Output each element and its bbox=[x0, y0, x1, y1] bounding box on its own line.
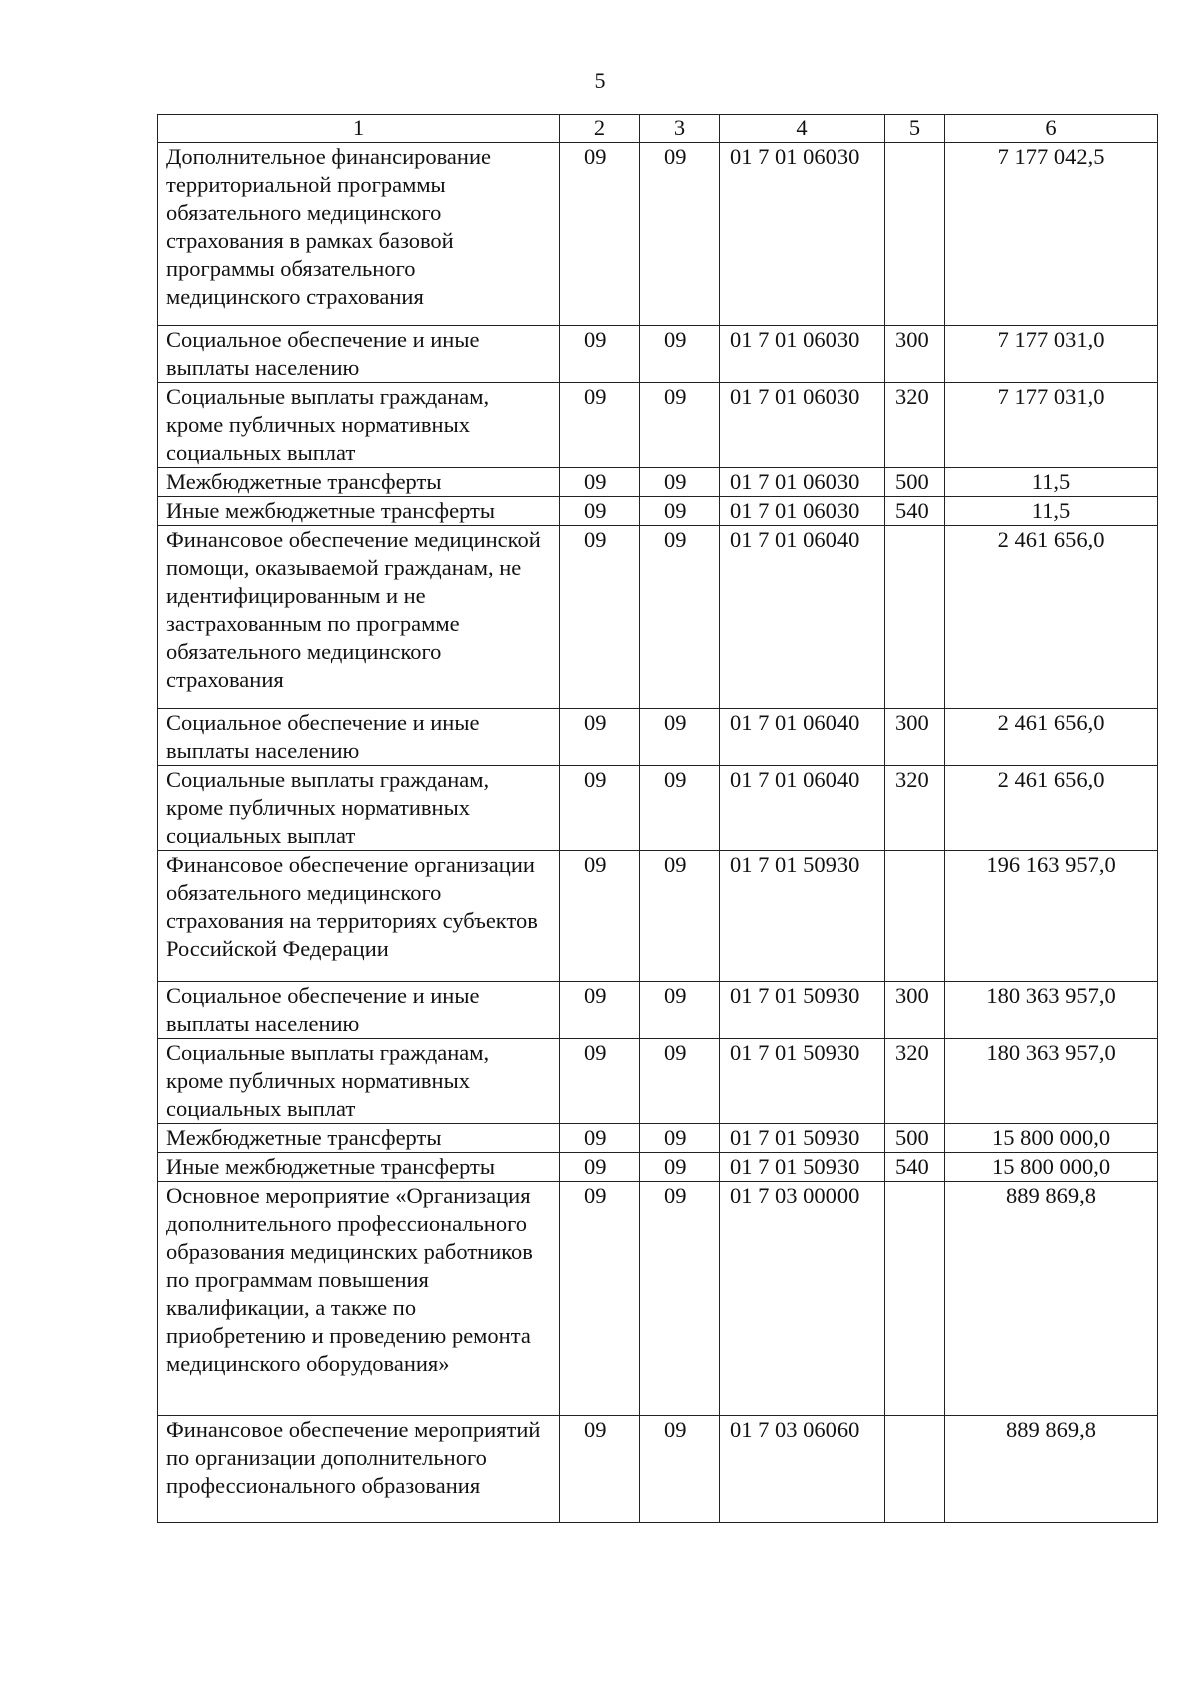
budget-table bbox=[157, 114, 1158, 1523]
target-article-code: 01 7 01 50930 bbox=[720, 1153, 885, 1182]
amount-value: 11,5 bbox=[945, 468, 1158, 497]
section-code: 09 bbox=[560, 982, 640, 1039]
subsection-code: 09 bbox=[640, 497, 720, 526]
subsection-code: 09 bbox=[640, 982, 720, 1039]
target-article-code: 01 7 01 50930 bbox=[720, 1124, 885, 1153]
expenditure-name: Финансовое обеспечение организации обязательного медицинского страхования на территориях субъектов Российской Федерации bbox=[158, 851, 560, 982]
section-code: 09 bbox=[560, 143, 640, 326]
amount-value: 2 461 656,0 bbox=[945, 526, 1158, 709]
expenditure-name: Основное мероприятие «Организация дополнительного профессионального образования медицинских работников по программам повышения квалификации, а также по приобретению и проведению ремонта медицинского оборудования» bbox=[158, 1182, 560, 1416]
expenditure-name: Социальные выплаты гражданам, кроме публичных нормативных социальных выплат bbox=[158, 766, 560, 851]
target-article-code: 01 7 03 00000 bbox=[720, 1182, 885, 1416]
target-article-code: 01 7 01 06040 bbox=[720, 526, 885, 709]
expense-type-code: 320 bbox=[885, 383, 945, 468]
amount-value: 2 461 656,0 bbox=[945, 709, 1158, 766]
amount-value: 196 163 957,0 bbox=[945, 851, 1158, 982]
expenditure-name: Социальное обеспечение и иные выплаты населению bbox=[158, 326, 560, 383]
target-article-code: 01 7 01 06030 bbox=[720, 497, 885, 526]
expenditure-name: Социальное обеспечение и иные выплаты населению bbox=[158, 709, 560, 766]
column-header: 2 bbox=[560, 115, 640, 143]
section-code: 09 bbox=[560, 851, 640, 982]
expenditure-name: Финансовое обеспечение мероприятий по организации дополнительного профессионального образования bbox=[158, 1416, 560, 1523]
table-row bbox=[158, 383, 1158, 468]
target-article-code: 01 7 01 50930 bbox=[720, 851, 885, 982]
expenditure-name: Межбюджетные трансферты bbox=[158, 468, 560, 497]
expense-type-code: 300 bbox=[885, 982, 945, 1039]
expenditure-name: Финансовое обеспечение медицинской помощи, оказываемой гражданам, не идентифицированным и не застрахованным по программе обязательного медицинского страхования bbox=[158, 526, 560, 709]
table-row bbox=[158, 526, 1158, 709]
section-code: 09 bbox=[560, 766, 640, 851]
section-code: 09 bbox=[560, 1153, 640, 1182]
expense-type-code: 300 bbox=[885, 709, 945, 766]
expenditure-name: Иные межбюджетные трансферты bbox=[158, 497, 560, 526]
subsection-code: 09 bbox=[640, 383, 720, 468]
subsection-code: 09 bbox=[640, 1416, 720, 1523]
expense-type-code bbox=[885, 143, 945, 326]
table-row bbox=[158, 1416, 1158, 1523]
expense-type-code bbox=[885, 526, 945, 709]
target-article-code: 01 7 01 06030 bbox=[720, 383, 885, 468]
amount-value: 15 800 000,0 bbox=[945, 1124, 1158, 1153]
expense-type-code: 300 bbox=[885, 326, 945, 383]
subsection-code: 09 bbox=[640, 1182, 720, 1416]
column-header: 6 bbox=[945, 115, 1158, 143]
column-header: 1 bbox=[158, 115, 560, 143]
expenditure-name: Социальное обеспечение и иные выплаты населению bbox=[158, 982, 560, 1039]
target-article-code: 01 7 01 06040 bbox=[720, 766, 885, 851]
section-code: 09 bbox=[560, 468, 640, 497]
target-article-code: 01 7 03 06060 bbox=[720, 1416, 885, 1523]
subsection-code: 09 bbox=[640, 709, 720, 766]
target-article-code: 01 7 01 06040 bbox=[720, 709, 885, 766]
section-code: 09 bbox=[560, 1182, 640, 1416]
section-code: 09 bbox=[560, 383, 640, 468]
table-row bbox=[158, 851, 1158, 982]
expense-type-code bbox=[885, 1182, 945, 1416]
subsection-code: 09 bbox=[640, 766, 720, 851]
amount-value: 7 177 042,5 bbox=[945, 143, 1158, 326]
column-header: 5 bbox=[885, 115, 945, 143]
expenditure-name: Дополнительное финансирование территориальной программы обязательного медицинского страхования в рамках базовой программы обязательного медицинского страхования bbox=[158, 143, 560, 326]
column-header: 3 bbox=[640, 115, 720, 143]
subsection-code: 09 bbox=[640, 526, 720, 709]
expenditure-name: Иные межбюджетные трансферты bbox=[158, 1153, 560, 1182]
section-code: 09 bbox=[560, 1124, 640, 1153]
amount-value: 889 869,8 bbox=[945, 1182, 1158, 1416]
expense-type-code: 500 bbox=[885, 468, 945, 497]
amount-value: 7 177 031,0 bbox=[945, 326, 1158, 383]
section-code: 09 bbox=[560, 526, 640, 709]
expense-type-code: 540 bbox=[885, 1153, 945, 1182]
table-row bbox=[158, 982, 1158, 1039]
expenditure-name: Межбюджетные трансферты bbox=[158, 1124, 560, 1153]
subsection-code: 09 bbox=[640, 1153, 720, 1182]
amount-value: 2 461 656,0 bbox=[945, 766, 1158, 851]
amount-value: 7 177 031,0 bbox=[945, 383, 1158, 468]
expense-type-code: 320 bbox=[885, 1039, 945, 1124]
expense-type-code: 540 bbox=[885, 497, 945, 526]
table-row bbox=[158, 143, 1158, 326]
section-code: 09 bbox=[560, 1416, 640, 1523]
section-code: 09 bbox=[560, 497, 640, 526]
subsection-code: 09 bbox=[640, 143, 720, 326]
expense-type-code bbox=[885, 851, 945, 982]
amount-value: 180 363 957,0 bbox=[945, 1039, 1158, 1124]
table-row bbox=[158, 326, 1158, 383]
expense-type-code: 500 bbox=[885, 1124, 945, 1153]
expense-type-code: 320 bbox=[885, 766, 945, 851]
amount-value: 11,5 bbox=[945, 497, 1158, 526]
target-article-code: 01 7 01 06030 bbox=[720, 326, 885, 383]
expenditure-name: Социальные выплаты гражданам, кроме публичных нормативных социальных выплат bbox=[158, 383, 560, 468]
table-row bbox=[158, 1039, 1158, 1124]
subsection-code: 09 bbox=[640, 1039, 720, 1124]
subsection-code: 09 bbox=[640, 326, 720, 383]
table-row bbox=[158, 1124, 1158, 1153]
table-row bbox=[158, 497, 1158, 526]
page-number: 5 bbox=[594, 68, 606, 93]
amount-value: 15 800 000,0 bbox=[945, 1153, 1158, 1182]
section-code: 09 bbox=[560, 326, 640, 383]
section-code: 09 bbox=[560, 709, 640, 766]
table-row bbox=[158, 1153, 1158, 1182]
subsection-code: 09 bbox=[640, 851, 720, 982]
column-header: 4 bbox=[720, 115, 885, 143]
subsection-code: 09 bbox=[640, 468, 720, 497]
expense-type-code bbox=[885, 1416, 945, 1523]
amount-value: 889 869,8 bbox=[945, 1416, 1158, 1523]
target-article-code: 01 7 01 50930 bbox=[720, 982, 885, 1039]
column-number-row bbox=[158, 115, 1158, 143]
amount-value: 180 363 957,0 bbox=[945, 982, 1158, 1039]
target-article-code: 01 7 01 50930 bbox=[720, 1039, 885, 1124]
table-row bbox=[158, 766, 1158, 851]
target-article-code: 01 7 01 06030 bbox=[720, 143, 885, 326]
section-code: 09 bbox=[560, 1039, 640, 1124]
target-article-code: 01 7 01 06030 bbox=[720, 468, 885, 497]
subsection-code: 09 bbox=[640, 1124, 720, 1153]
table-row bbox=[158, 1182, 1158, 1416]
table-row bbox=[158, 709, 1158, 766]
table-row bbox=[158, 468, 1158, 497]
expenditure-name: Социальные выплаты гражданам, кроме публичных нормативных социальных выплат bbox=[158, 1039, 560, 1124]
